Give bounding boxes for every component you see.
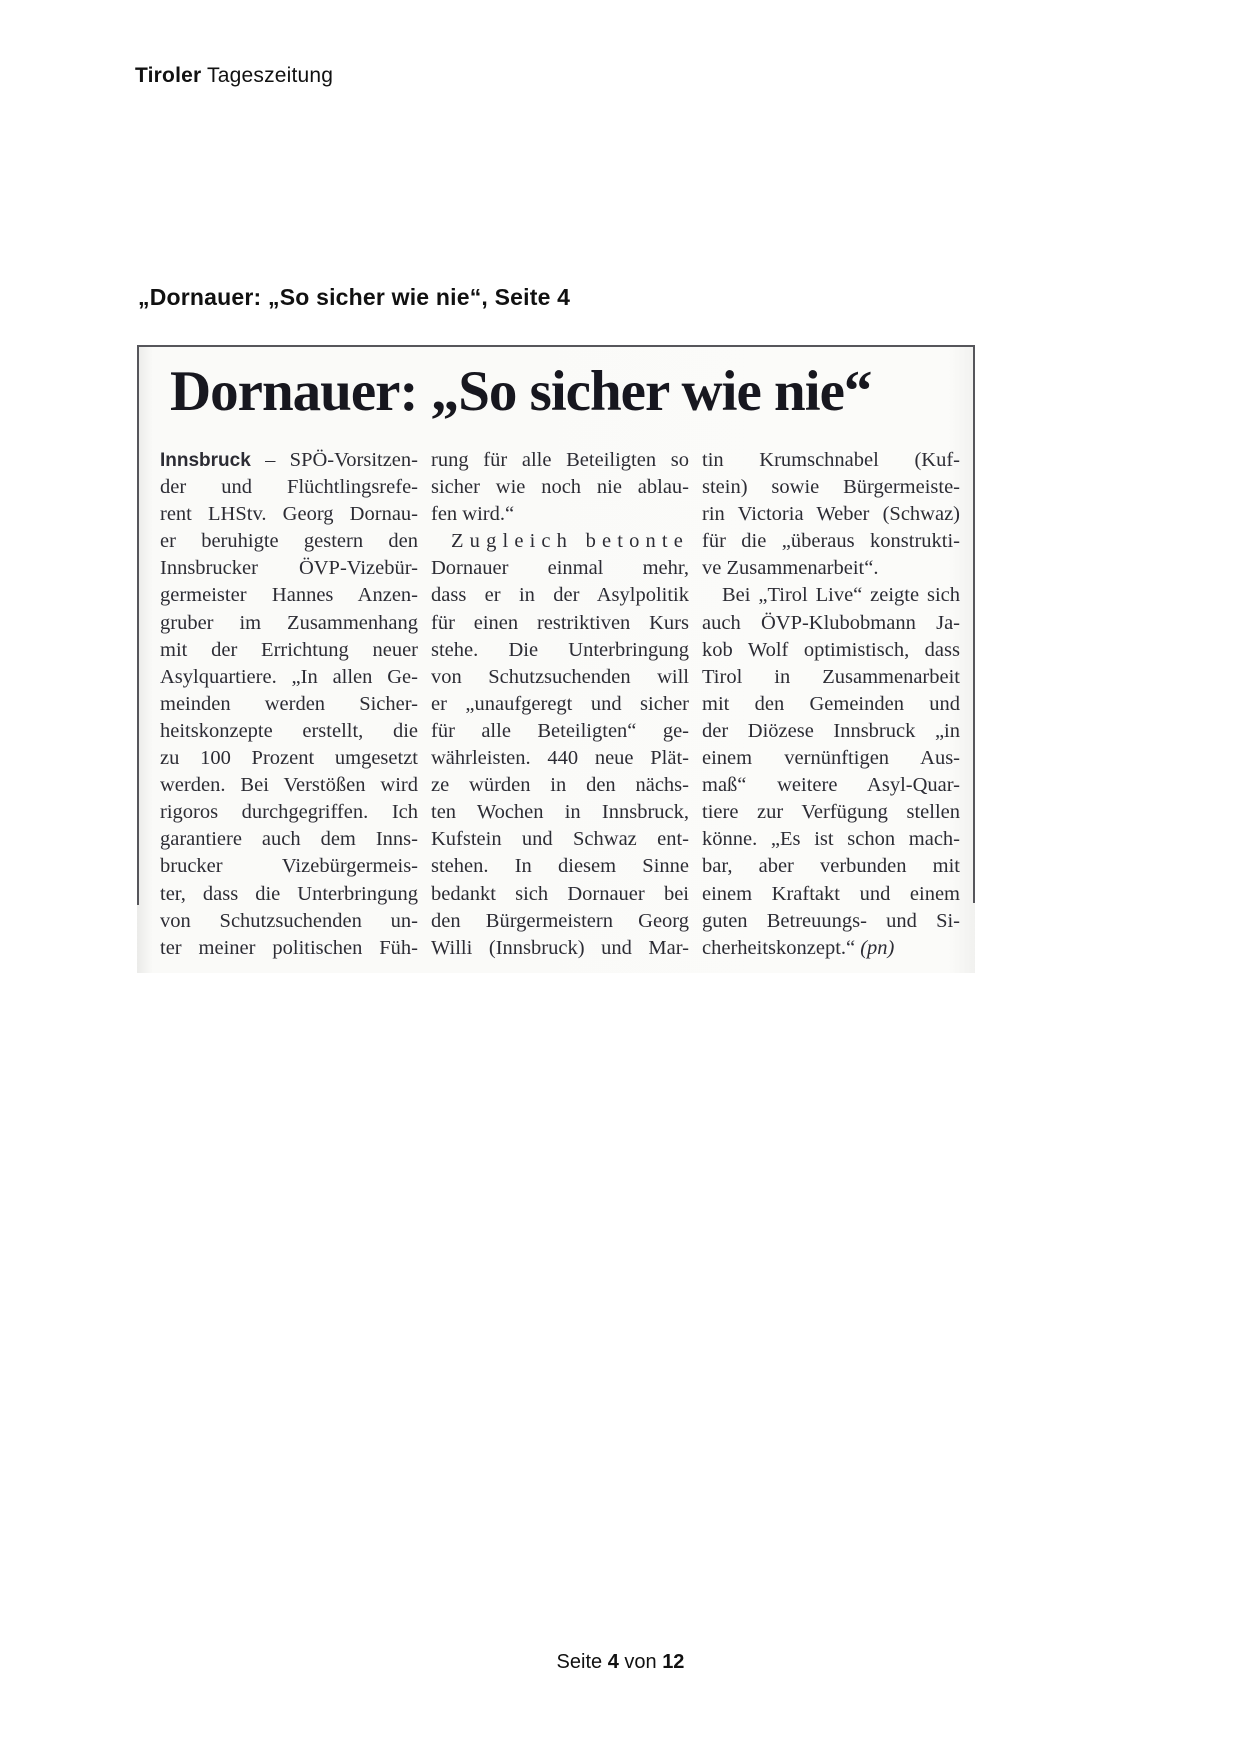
article-line: von Schutzsuchenden will bbox=[431, 665, 689, 688]
masthead-brand bbox=[135, 64, 333, 88]
article-line: brucker Vizebürgermeis- bbox=[160, 855, 418, 878]
article-line: fen wird.“ bbox=[431, 503, 515, 526]
article-line: ter meiner politischen Füh- bbox=[160, 936, 418, 959]
article-line: heitskonzepte erstellt, die bbox=[160, 719, 418, 742]
article-byline-abbr: (pn) bbox=[860, 936, 895, 959]
clipping-border-top bbox=[137, 345, 975, 347]
article-line: könne. „Es ist schon mach- bbox=[702, 828, 960, 851]
article-line: germeister Hannes Anzen- bbox=[160, 584, 418, 607]
article-line: cherheitskonzept.“ (pn) bbox=[702, 936, 895, 959]
article-line: stehe. Die Unterbringung bbox=[431, 638, 689, 661]
article-reference-line: „Dornauer: „So sicher wie nie“, Seite 4 bbox=[138, 284, 571, 310]
article-line: tiere zur Verfügung stellen bbox=[702, 801, 960, 824]
article-headline: Dornauer: „So sicher wie nie“ bbox=[170, 360, 872, 423]
article-line: ter, dass die Unterbringung bbox=[160, 882, 418, 905]
article-line: Dornauer einmal mehr, bbox=[431, 557, 689, 580]
article-line: ze würden in den nächs- bbox=[431, 774, 689, 797]
clipping-border-right bbox=[973, 345, 975, 903]
article-line: für die „überaus konstrukti- bbox=[702, 530, 960, 553]
article-line: ten Wochen in Innsbruck, bbox=[431, 801, 689, 824]
article-lead-in: Innsbruck bbox=[160, 450, 251, 471]
masthead-brand-rest: Tageszeitung bbox=[201, 64, 334, 87]
article-line: rigoros durchgegriffen. Ich bbox=[160, 801, 418, 824]
article-line: sicher wie noch nie ablau- bbox=[431, 476, 689, 499]
article-line: werden. Bei Verstößen wird bbox=[160, 774, 418, 797]
article-line: meinden werden Sicher- bbox=[160, 692, 418, 715]
article-line: stein) sowie Bürgermeiste- bbox=[702, 476, 960, 499]
article-line: Kufstein und Schwaz ent- bbox=[431, 828, 689, 851]
article-line: zu 100 Prozent umgesetzt bbox=[160, 747, 418, 770]
article-line: einem vernünftigen Aus- bbox=[702, 747, 960, 770]
article-line: für einen restriktiven Kurs bbox=[431, 611, 689, 634]
footer-mid: von bbox=[618, 1651, 663, 1673]
article-line: einem Kraftakt und einem bbox=[702, 882, 960, 905]
article-line: garantiere auch dem Inns- bbox=[160, 828, 418, 851]
article-line: Willi (Innsbruck) und Mar- bbox=[431, 936, 689, 959]
article-line: den Bürgermeistern Georg bbox=[431, 909, 689, 932]
article-column-3 bbox=[702, 447, 960, 962]
article-line: rent LHStv. Georg Dornau- bbox=[160, 503, 418, 526]
clipping-border-left bbox=[137, 345, 139, 905]
article-line: rin Victoria Weber (Schwaz) bbox=[702, 503, 960, 526]
article-line: ve Zusammenarbeit“. bbox=[702, 557, 879, 580]
article-line: Zugleich betonte bbox=[451, 530, 689, 553]
article-line: Innsbruck – SPÖ-Vorsitzen- bbox=[160, 449, 418, 471]
article-line: der Diözese Innsbruck „in bbox=[702, 719, 960, 742]
article-line: bedankt sich Dornauer bei bbox=[431, 882, 689, 905]
article-line: währleisten. 440 neue Plät- bbox=[431, 747, 689, 770]
article-line: auch ÖVP-Klubobmann Ja- bbox=[702, 611, 960, 634]
footer-pre: Seite bbox=[556, 1651, 608, 1673]
article-column-1 bbox=[160, 447, 418, 962]
article-line: Innsbrucker ÖVP-Vizebür- bbox=[160, 557, 418, 580]
article-line: er „unaufgeregt und sicher bbox=[431, 692, 689, 715]
article-line: kob Wolf optimistisch, dass bbox=[702, 638, 960, 661]
article-line: tin Krumschnabel (Kuf- bbox=[702, 449, 960, 471]
article-line: der und Flüchtlingsrefe- bbox=[160, 476, 418, 499]
article-line: mit der Errichtung neuer bbox=[160, 638, 418, 661]
article-column-2 bbox=[431, 447, 689, 962]
article-line: bar, aber verbunden mit bbox=[702, 855, 960, 878]
masthead-brand-bold: Tiroler bbox=[135, 64, 202, 87]
footer-page-number: 4 bbox=[607, 1651, 619, 1673]
article-line: Tirol in Zusammenarbeit bbox=[702, 665, 960, 688]
article-line: mit den Gemeinden und bbox=[702, 692, 960, 715]
article-line: Bei „Tirol Live“ zeigte sich bbox=[722, 584, 960, 607]
article-line: rung für alle Beteiligten so bbox=[431, 449, 689, 471]
article-line: dass er in der Asylpolitik bbox=[431, 584, 689, 607]
article-line: Asylquartiere. „In allen Ge- bbox=[160, 665, 418, 688]
article-line: stehen. In diesem Sinne bbox=[431, 855, 689, 878]
article-line: gruber im Zusammenhang bbox=[160, 611, 418, 634]
article-line: er beruhigte gestern den bbox=[160, 530, 418, 553]
article-line: von Schutzsuchenden un- bbox=[160, 909, 418, 932]
article-columns bbox=[160, 447, 960, 962]
footer-total-pages: 12 bbox=[662, 1651, 685, 1673]
page-footer bbox=[0, 1651, 1241, 1674]
article-line: maß“ weitere Asyl-Quar- bbox=[702, 774, 960, 797]
article-line: für alle Beteiligten“ ge- bbox=[431, 719, 689, 742]
article-line: guten Betreuungs- und Si- bbox=[702, 909, 960, 932]
